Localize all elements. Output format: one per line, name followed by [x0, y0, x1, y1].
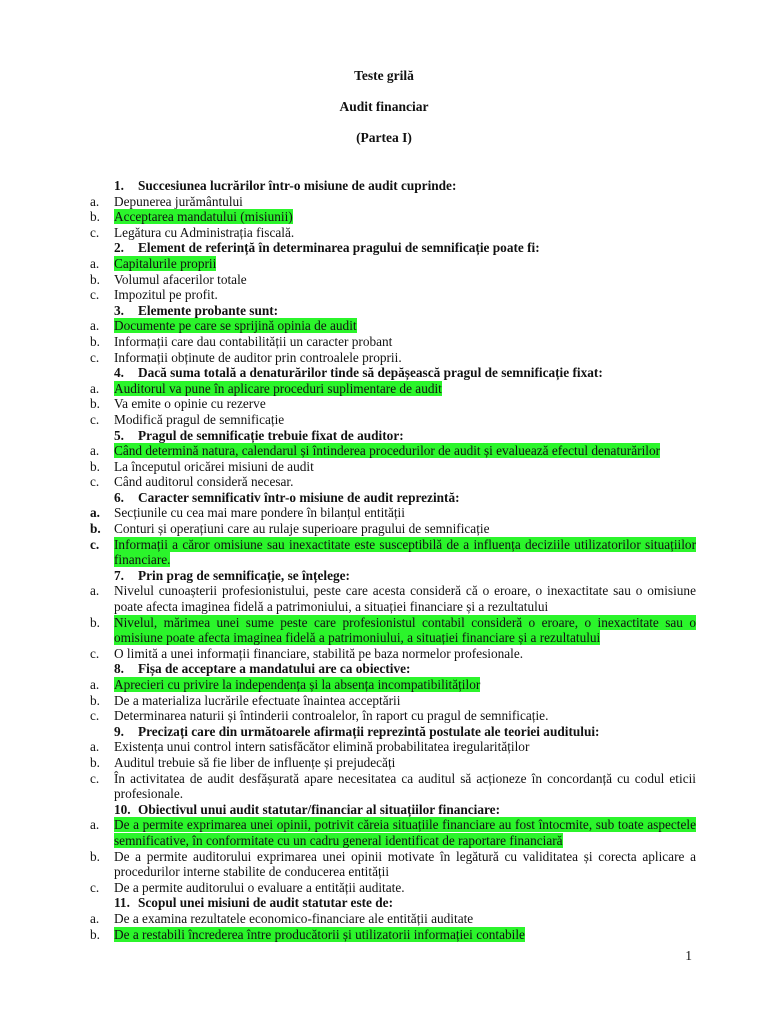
option-letter: b.	[90, 521, 101, 537]
option-text: Informații obținute de auditor prin controalele proprii.	[114, 349, 402, 365]
question-number: 7.	[114, 567, 124, 583]
option-text: Legătura cu Administrația fiscală.	[114, 224, 295, 240]
question-text: Succesiunea lucrărilor într-o misiune de audit cuprinde:	[138, 178, 457, 193]
correct-answer-text: Când determină natura, calendarul și întinderea procedurilor de audit și evaluează efectul denaturărilor	[114, 443, 661, 459]
answer-option	[90, 693, 696, 709]
question-heading	[114, 240, 696, 256]
question-heading	[114, 303, 696, 319]
option-letter: a.	[90, 193, 100, 209]
doc-part: (Partea I)	[356, 130, 412, 145]
option-text: Determinarea naturii și întinderii controalelor, în raport cu pragul de semnificație.	[114, 708, 549, 724]
answer-option	[90, 318, 696, 334]
option-letter: a.	[90, 318, 100, 334]
option-text: Depunerea jurământului	[114, 193, 243, 209]
option-text: Va emite o opinie cu rezerve	[114, 396, 266, 412]
option-text: La începutul oricărei misiuni de audit	[114, 458, 314, 474]
answer-option	[90, 396, 696, 412]
option-letter: a.	[90, 583, 100, 599]
option-letter: c.	[90, 224, 100, 240]
option-text: De a permite auditorului o evaluare a entității auditate.	[114, 879, 405, 895]
answer-option	[90, 287, 696, 303]
question-number: 2.	[114, 240, 124, 256]
answer-option	[90, 880, 696, 896]
option-letter: b.	[90, 333, 100, 349]
question-number: 3.	[114, 302, 124, 318]
option-letter: b.	[90, 396, 100, 412]
question-heading	[114, 724, 696, 740]
question-number: 11.	[114, 895, 130, 911]
answer-option	[90, 755, 696, 771]
option-letter: b.	[90, 848, 100, 864]
answer-option	[90, 927, 696, 943]
answer-option	[90, 256, 696, 272]
option-letter: a.	[90, 380, 100, 396]
doc-subtitle: Audit financiar	[339, 99, 429, 114]
option-letter: b.	[90, 692, 100, 708]
option-text: De a examina rezultatele economico-financiare ale entității auditate	[114, 910, 474, 926]
question-number: 5.	[114, 427, 124, 443]
option-letter: b.	[90, 271, 100, 287]
option-letter: c.	[90, 645, 100, 661]
option-text: Existența unui control intern satisfăcător elimină probabilitatea iregularităților	[114, 739, 530, 755]
question-number: 6.	[114, 489, 124, 505]
option-letter: a.	[90, 677, 100, 692]
question-text: Element de referință în determinarea pragului de semnificație poate fi:	[138, 240, 540, 256]
question-text: Precizați care din următoarele afirmații reprezintă postulate ale teoriei auditului:	[138, 723, 600, 739]
question-text: Caracter semnificativ într-o misiune de audit reprezintă:	[138, 489, 460, 505]
question-text: Pragul de semnificație trebuie fixat de auditor:	[138, 427, 404, 443]
option-text: Când auditorul consideră necesar.	[114, 474, 294, 490]
option-letter: c.	[90, 770, 100, 786]
option-letter: c.	[90, 536, 100, 552]
option-text-wrap	[114, 443, 696, 459]
doc-title: Teste grilă	[354, 68, 414, 83]
answer-option	[90, 615, 696, 646]
question-number: 9.	[114, 723, 124, 739]
correct-answer-text: De a restabili încrederea între producătorii și utilizatorii informației contabile	[114, 926, 525, 942]
option-text: Secțiunile cu cea mai mare pondere în bilanțul entității	[114, 505, 405, 521]
question-heading	[114, 365, 696, 381]
correct-answer-text: De a permite exprimarea unei opinii, potrivit căreia situațiile financiare au fost întocmite, sub toate aspectele semnificative, în conformitate cu un cadru general identificat de raportare financiară	[114, 817, 696, 848]
question-number: 1.	[114, 178, 124, 193]
answer-option	[90, 412, 696, 428]
option-letter: c.	[90, 287, 100, 303]
option-letter: b.	[90, 754, 100, 770]
question-heading	[114, 178, 696, 194]
option-text: Conturi și operațiuni care au rulaje superioare pragului de semnificație	[114, 521, 490, 537]
correct-answer-text: Capitalurile proprii	[114, 255, 217, 271]
page-number: 1	[685, 948, 692, 963]
option-text-wrap	[114, 615, 696, 646]
answer-option	[90, 521, 696, 537]
answer-option	[90, 817, 696, 848]
questions-list	[90, 178, 696, 942]
answer-option	[90, 443, 696, 459]
option-letter: b.	[90, 458, 100, 474]
answer-option	[90, 474, 696, 490]
question-heading	[114, 895, 696, 911]
option-text: În activitatea de audit desfășurată apare necesitatea ca auditul să acționeze în concordanță cu codul eticii profesionale.	[114, 770, 696, 802]
option-letter: c.	[90, 879, 100, 895]
question-number: 10.	[114, 801, 131, 817]
question-text: Prin prag de semnificație, se înțelege:	[138, 567, 350, 583]
question-text: Scopul unei misiuni de audit statutar este de:	[138, 895, 394, 911]
answer-option	[90, 350, 696, 366]
answer-option	[90, 739, 696, 755]
question-text: Obiectivul unui audit statutar/financiar al situațiilor financiare:	[138, 801, 500, 817]
correct-answer-text: Nivelul, mărimea unei sume peste care profesionistul contabil consideră o eroare, o inexactitate sau o omisiune poate afecta imaginea fidelă a patrimoniului, a situației financiare și a rezultatului	[114, 614, 696, 646]
option-letter: a.	[90, 817, 100, 833]
option-letter: b.	[90, 614, 100, 630]
answer-option	[90, 677, 696, 693]
answer-option	[90, 708, 696, 724]
answer-option	[90, 771, 696, 802]
option-text: Modifică pragul de semnificație	[114, 411, 285, 427]
correct-answer-text: Documente pe care se sprijină opinia de audit	[114, 318, 357, 334]
question-heading	[114, 802, 696, 818]
title-block	[0, 67, 768, 160]
option-letter: c.	[90, 474, 100, 490]
answer-option	[90, 583, 696, 614]
answer-option	[90, 334, 696, 350]
option-text: De a materializa lucrările efectuate înaintea acceptării	[114, 692, 401, 708]
option-letter: a.	[90, 255, 100, 271]
question-heading	[114, 428, 696, 444]
answer-option	[90, 849, 696, 880]
answer-option	[90, 505, 696, 521]
option-letter: c.	[90, 411, 100, 427]
option-letter: c.	[90, 708, 100, 724]
question-heading	[114, 568, 696, 584]
option-letter: a.	[90, 739, 100, 755]
option-letter: a.	[90, 910, 100, 926]
option-text: Volumul afacerilor totale	[114, 271, 247, 287]
answer-option	[90, 209, 696, 225]
option-text-wrap	[114, 537, 696, 568]
question-heading	[114, 490, 696, 506]
option-text: Informații care dau contabilității un caracter probant	[114, 333, 393, 349]
answer-option	[90, 911, 696, 927]
question-heading	[114, 661, 696, 677]
option-letter: c.	[90, 349, 100, 365]
option-letter: a.	[90, 505, 100, 521]
question-number: 4.	[114, 365, 124, 381]
question-text: Dacă suma totală a denaturărilor tinde să depășească pragul de semnificație fixat:	[138, 365, 603, 381]
option-text: Impozitul pe profit.	[114, 287, 218, 303]
question-text: Elemente probante sunt:	[138, 302, 279, 318]
option-letter: a.	[90, 443, 100, 459]
option-letter: b.	[90, 209, 100, 225]
question-text: Fișa de acceptare a mandatului are ca obiective:	[138, 661, 411, 677]
option-text: O limită a unei informații financiare, stabilită pe baza normelor profesionale.	[114, 645, 524, 661]
correct-answer-text: Auditorul va pune în aplicare proceduri suplimentare de audit	[114, 380, 442, 396]
option-letter: b.	[90, 926, 100, 942]
answer-option	[90, 272, 696, 288]
answer-option	[90, 537, 696, 568]
answer-option	[90, 381, 696, 397]
correct-answer-text: Informații a căror omisiune sau inexactitate este susceptibilă de a influența deciziile utilizatorilor situațiilor financiare.	[114, 536, 696, 568]
answer-option	[90, 194, 696, 210]
option-text: De a permite auditorului exprimarea unei opinii motivate în legătură cu validitatea și corecta aplicare a procedurilor interne stabilite de conducerea entității	[114, 848, 696, 880]
answer-option	[90, 646, 696, 662]
answer-option	[90, 225, 696, 241]
correct-answer-text: Acceptarea mandatului (misiunii)	[114, 209, 293, 225]
option-text-wrap	[114, 817, 696, 848]
answer-option	[90, 459, 696, 475]
option-text: Nivelul cunoașterii profesionistului, peste care acesta consideră că o eroare, o inexactitate sau o omisiune poate afecta imaginea fidelă a patrimoniului, a situației financiare și a rezultatului	[114, 583, 696, 615]
correct-answer-text: Aprecieri cu privire la independența și la absența incompatibilităților	[114, 677, 481, 692]
question-number: 8.	[114, 661, 124, 677]
option-text: Auditul trebuie să fie liber de influențe și prejudecăți	[114, 754, 396, 770]
